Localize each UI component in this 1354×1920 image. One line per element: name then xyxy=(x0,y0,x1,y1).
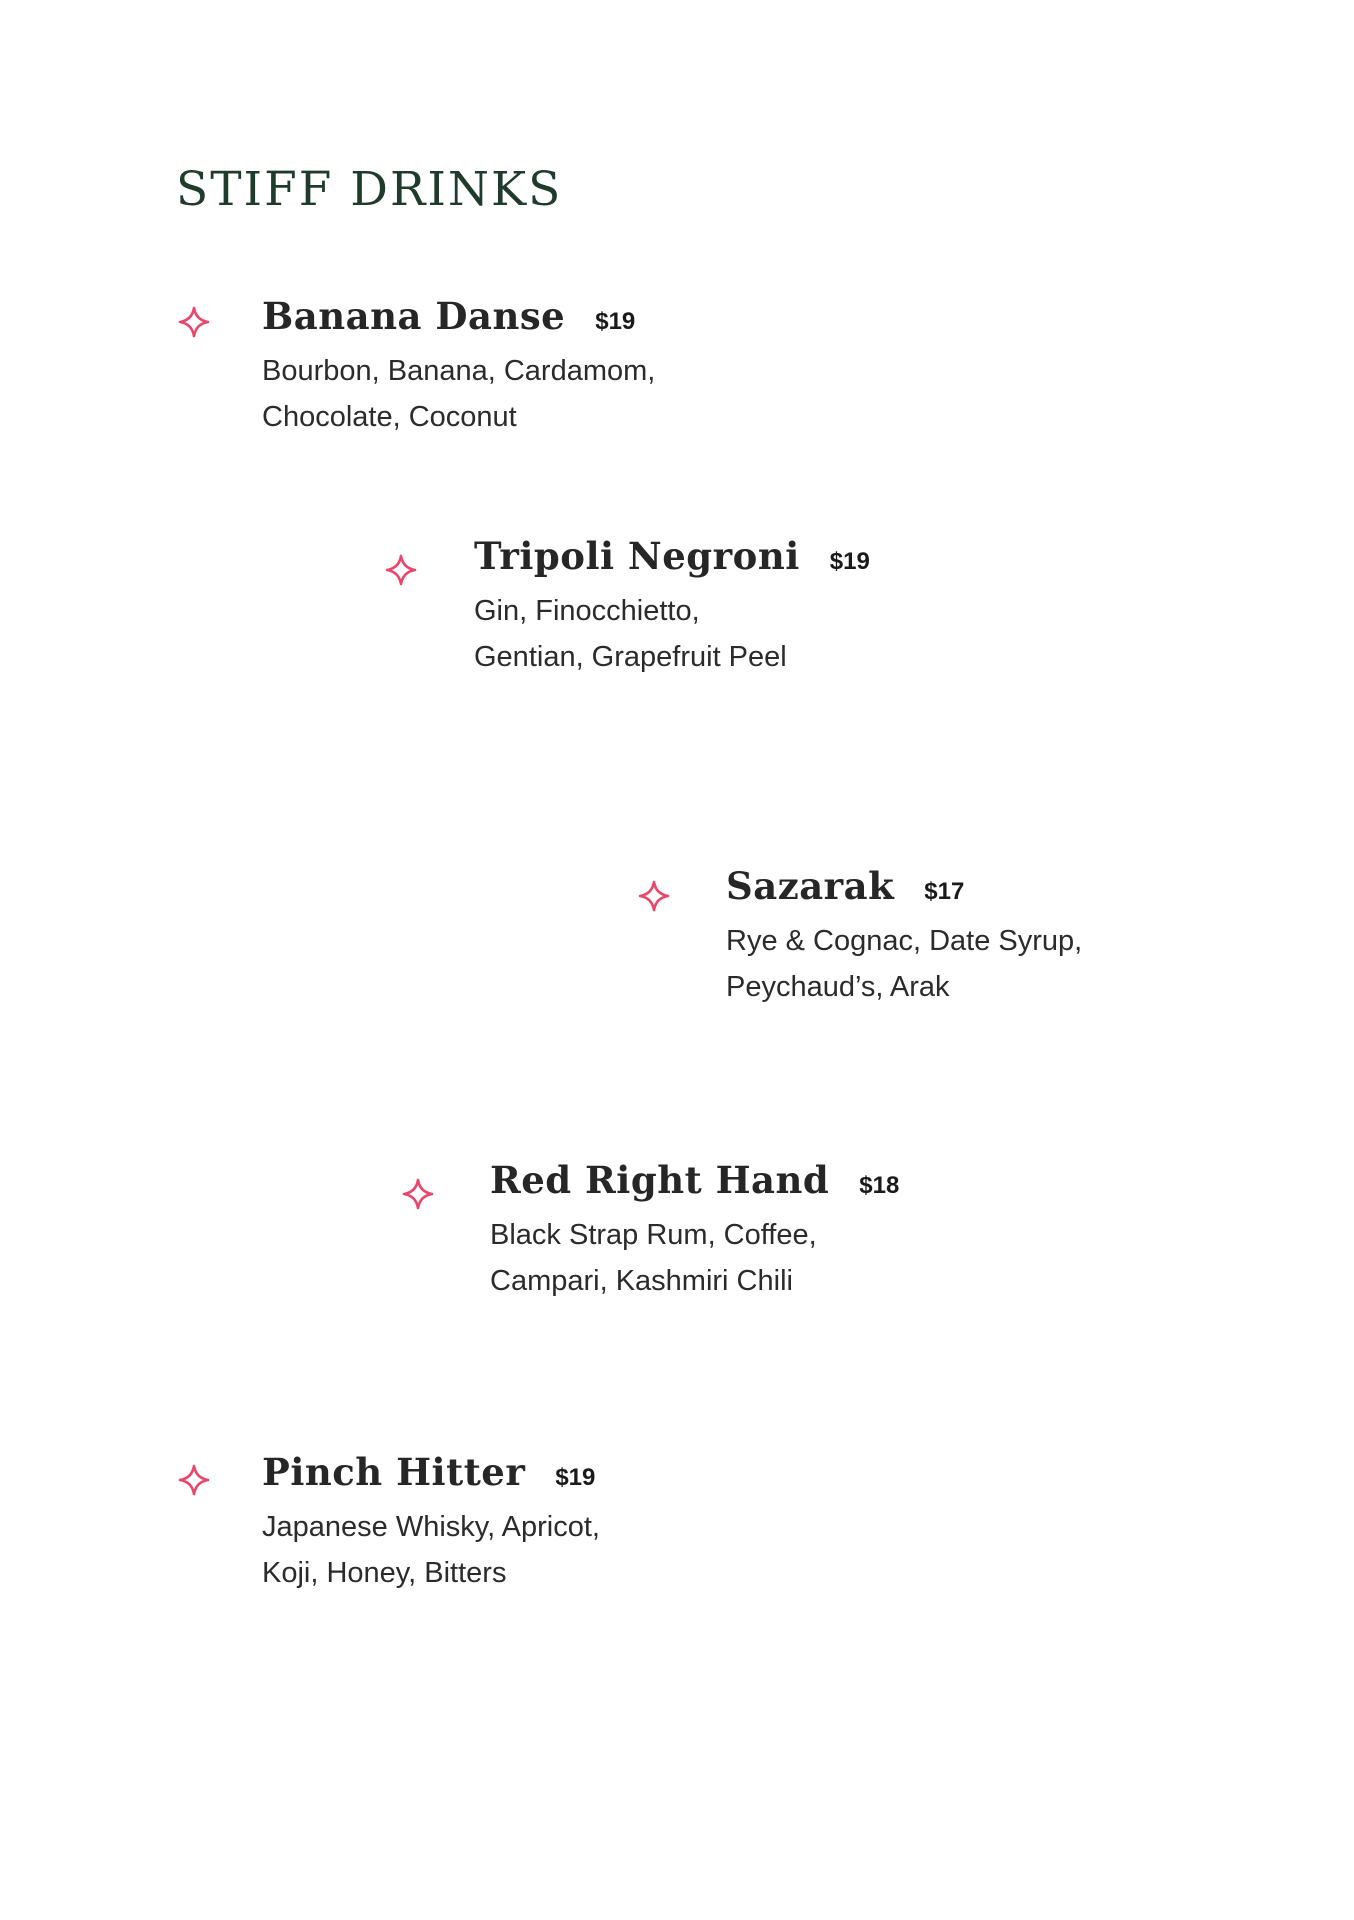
item-description-line: Japanese Whisky, Apricot, xyxy=(262,1511,600,1543)
sparkle-icon xyxy=(634,876,674,916)
item-name: Red Right Hand xyxy=(490,1158,830,1202)
section-title: STIFF DRINKS xyxy=(176,162,563,217)
item-description xyxy=(262,1504,600,1596)
item-description-line: Bourbon, Banana, Cardamom, xyxy=(262,355,656,387)
item-header xyxy=(262,294,636,338)
item-price: $17 xyxy=(924,878,965,905)
item-price: $19 xyxy=(595,308,636,335)
item-description xyxy=(726,918,1082,1010)
sparkle-icon xyxy=(381,550,421,590)
item-name: Pinch Hitter xyxy=(262,1450,526,1494)
item-description-line: Black Strap Rum, Coffee, xyxy=(490,1219,817,1251)
item-description xyxy=(474,588,787,680)
item-header xyxy=(726,864,965,908)
item-name: Tripoli Negroni xyxy=(474,534,800,578)
item-description-line: Peychaud’s, Arak xyxy=(726,971,950,1003)
item-description-line: Rye & Cognac, Date Syrup, xyxy=(726,925,1083,957)
item-price: $19 xyxy=(555,1464,596,1491)
item-description-line: Gentian, Grapefruit Peel xyxy=(474,641,787,673)
item-name: Sazarak xyxy=(726,864,895,908)
item-price: $19 xyxy=(829,548,870,575)
item-header xyxy=(490,1158,900,1202)
sparkle-icon xyxy=(174,1460,214,1500)
item-header xyxy=(262,1450,596,1494)
item-description-line: Koji, Honey, Bitters xyxy=(262,1557,507,1589)
item-description-line: Chocolate, Coconut xyxy=(262,401,517,433)
sparkle-icon xyxy=(398,1174,438,1214)
sparkle-icon xyxy=(174,302,214,342)
item-header xyxy=(474,534,870,578)
item-name: Banana Danse xyxy=(262,294,566,338)
item-description xyxy=(490,1212,817,1304)
item-description-line: Gin, Finocchietto, xyxy=(474,595,700,627)
item-description xyxy=(262,348,655,440)
item-description-line: Campari, Kashmiri Chili xyxy=(490,1265,793,1297)
item-price: $18 xyxy=(859,1172,900,1199)
